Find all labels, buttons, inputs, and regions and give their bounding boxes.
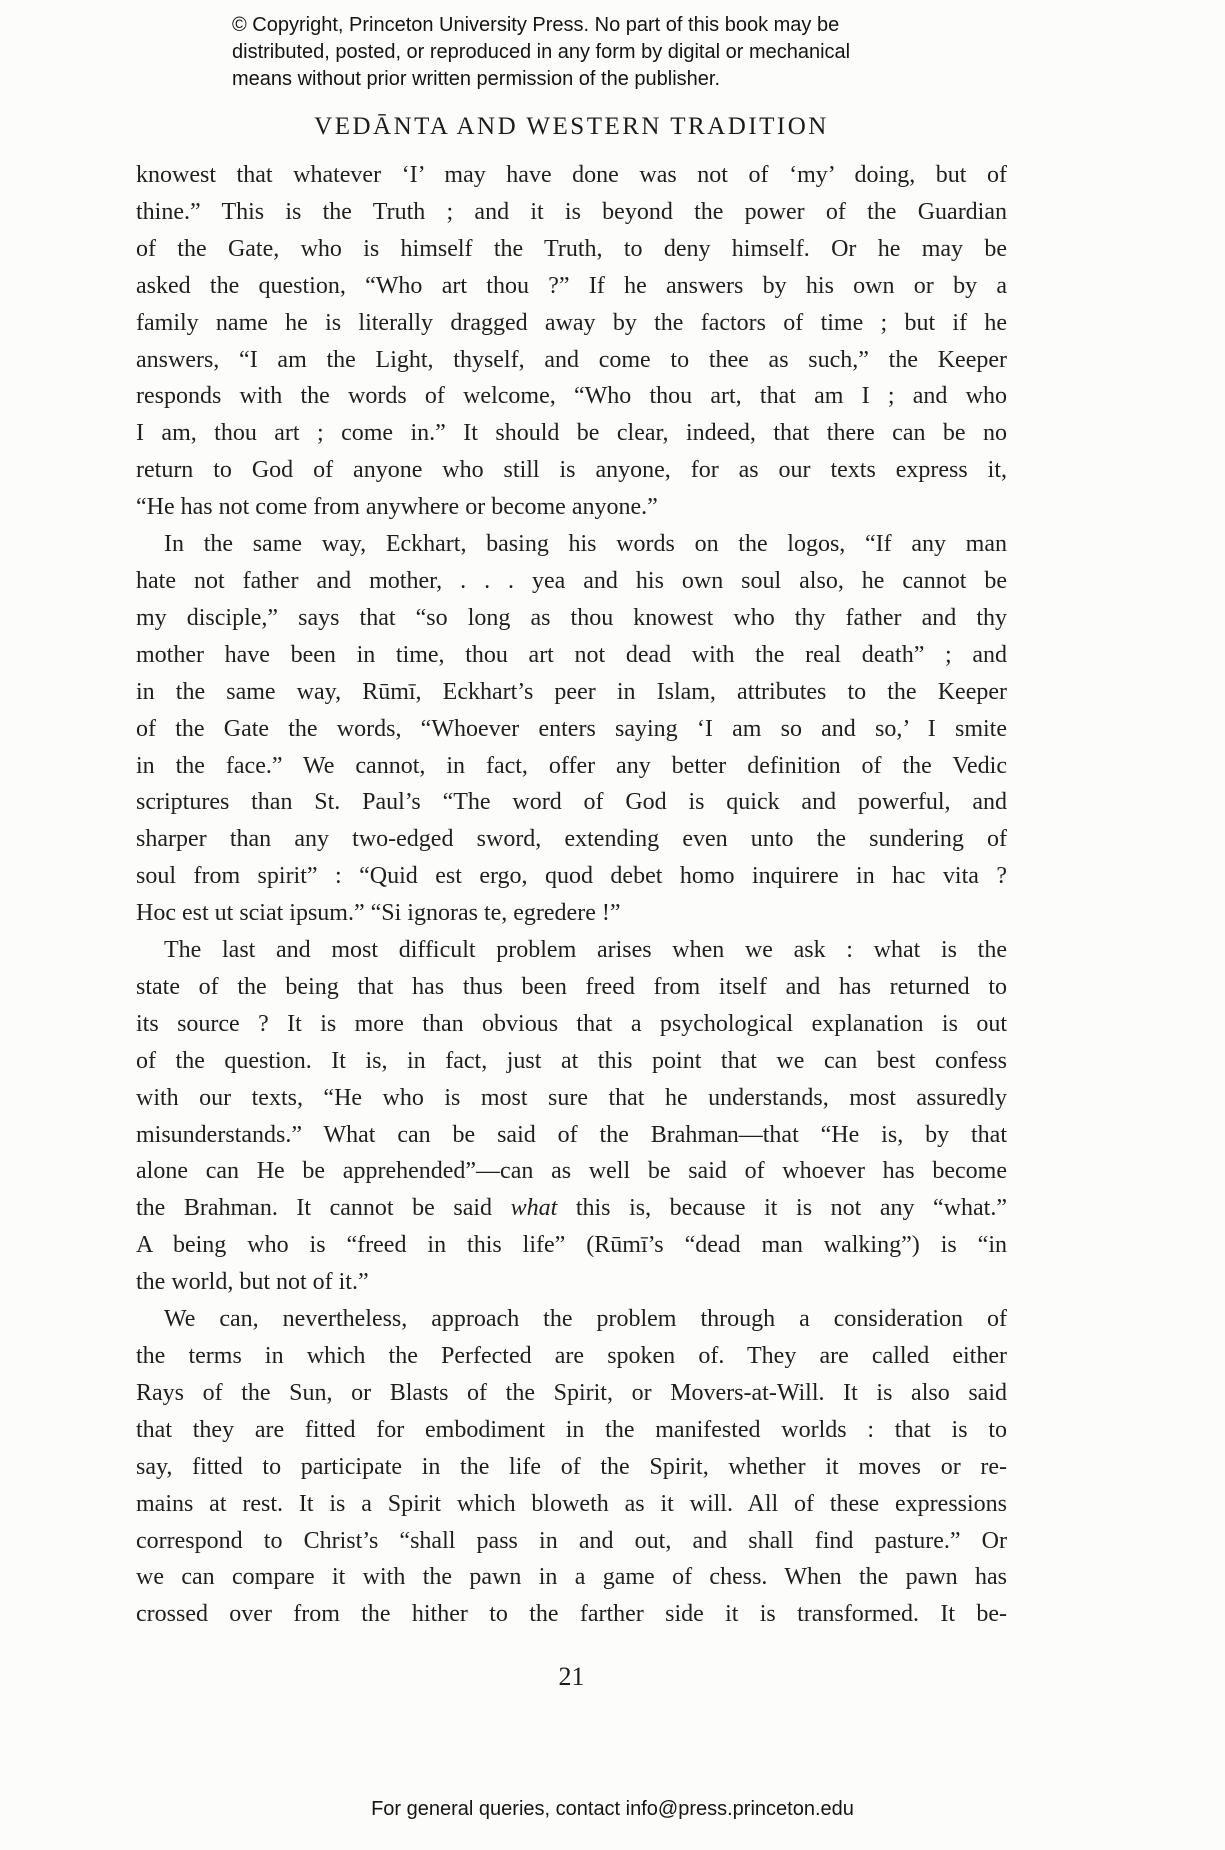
body-line: with our texts, “He who is most sure that he understands, most assuredly <box>136 1084 1007 1111</box>
copyright-line: © Copyright, Princeton University Press. No part of this book may be <box>232 14 840 36</box>
body-line: return to God of anyone who still is anyone, for as our texts express it, <box>136 457 1007 484</box>
body-line: its source ? It is more than obvious that a psychological explanation is out <box>136 1010 1007 1037</box>
body-line: knowest that whatever ‘I’ may have done was not of ‘my’ doing, but of <box>136 162 1007 188</box>
body-line: hate not father and mother, . . . yea and his own soul also, he cannot be <box>136 567 1007 594</box>
page-number: 21 <box>558 1662 585 1691</box>
body-line: family name he is literally dragged away by the factors of time ; but if he <box>136 309 1007 336</box>
body-line: The last and most difficult problem arises when we ask : what is the <box>164 937 1007 964</box>
body-line: soul from spirit” : “Quid est ergo, quod debet homo inquirere in hac vita ? <box>136 863 1007 890</box>
body-line: I am, thou art ; come in.” It should be clear, indeed, that there can be no <box>136 420 1007 447</box>
body-line: of the Gate the words, “Whoever enters saying ‘I am so and so,’ I smite <box>136 715 1007 742</box>
body-line: A being who is “freed in this life” (Rūmī’s “dead man walking”) is “in <box>136 1232 1007 1259</box>
body-line: sharper than any two-edged sword, extending even unto the sundering of <box>136 826 1007 853</box>
body-line: my disciple,” says that “so long as thou knowest who thy father and thy <box>136 604 1007 631</box>
body-line: say, fitted to participate in the life of the Spirit, whether it moves or re- <box>136 1453 1007 1480</box>
body-line: Rays of the Sun, or Blasts of the Spirit, or Movers-at-Will. It is also said <box>136 1379 1007 1406</box>
body-line: state of the being that has thus been freed from itself and has returned to <box>136 973 1007 1000</box>
body-line: the world, but not of it.” <box>136 1269 369 1296</box>
body-line: scriptures than St. Paul’s “The word of God is quick and powerful, and <box>136 789 1007 816</box>
body-line: misunderstands.” What can be said of the Brahman—that “He is, by that <box>136 1121 1007 1148</box>
body-line: alone can He be apprehended”—can as well be said of whoever has become <box>136 1158 1007 1185</box>
footer-contact: For general queries, contact info@press.princeton.edu <box>371 1798 854 1820</box>
paragraph <box>136 157 1007 526</box>
body-line: crossed over from the hither to the farther side it is transformed. It be- <box>136 1601 1007 1628</box>
paragraph <box>136 526 1007 932</box>
body-line: of the Gate, who is himself the Truth, to deny himself. Or he may be <box>136 235 1007 262</box>
body-line: answers, “I am the Light, thyself, and come to thee as such,” the Keeper <box>136 346 1007 373</box>
copyright-line: means without prior written permission of the publisher. <box>232 68 721 90</box>
body-line: Hoc est ut sciat ipsum.” “Si ignoras te, egredere !” <box>136 900 621 927</box>
body-line: mother have been in time, thou art not dead with the real death” ; and <box>136 641 1007 668</box>
body-line: mains at rest. It is a Spirit which bloweth as it will. All of these expressions <box>136 1490 1007 1517</box>
body-line: the terms in which the Perfected are spoken of. They are called either <box>136 1343 1007 1369</box>
copyright-notice <box>232 12 850 93</box>
body-line: the Brahman. It cannot be said what this is, because it is not any “what.” <box>136 1195 1007 1222</box>
body-line: In the same way, Eckhart, basing his words on the logos, “If any man <box>164 531 1007 558</box>
copyright-line: distributed, posted, or reproduced in any form by digital or mechanical <box>232 41 851 63</box>
body-line: correspond to Christ’s “shall pass in and out, and shall find pasture.” Or <box>136 1527 1007 1554</box>
body-text <box>136 157 1007 1633</box>
body-line: responds with the words of welcome, “Who thou art, that am I ; and who <box>136 383 1007 410</box>
paragraph <box>136 1301 1007 1633</box>
body-line: “He has not come from anywhere or become anyone.” <box>136 494 658 521</box>
body-line: that they are fitted for embodiment in the manifested worlds : that is to <box>136 1416 1007 1443</box>
body-line: in the same way, Rūmī, Eckhart’s peer in Islam, attributes to the Keeper <box>136 678 1007 705</box>
body-line: in the face.” We cannot, in fact, offer any better definition of the Vedic <box>136 752 1007 779</box>
body-line: thine.” This is the Truth ; and it is beyond the power of the Guardian <box>136 198 1007 225</box>
running-head-title: VEDĀNTA AND WESTERN TRADITION <box>314 113 829 140</box>
body-line: asked the question, “Who art thou ?” If he answers by his own or by a <box>136 272 1007 299</box>
body-line: We can, nevertheless, approach the problem through a consideration of <box>164 1306 1007 1333</box>
body-line: of the question. It is, in fact, just at this point that we can best confess <box>136 1047 1007 1074</box>
paragraph <box>136 932 1007 1301</box>
body-line: we can compare it with the pawn in a game of chess. When the pawn has <box>136 1564 1007 1591</box>
